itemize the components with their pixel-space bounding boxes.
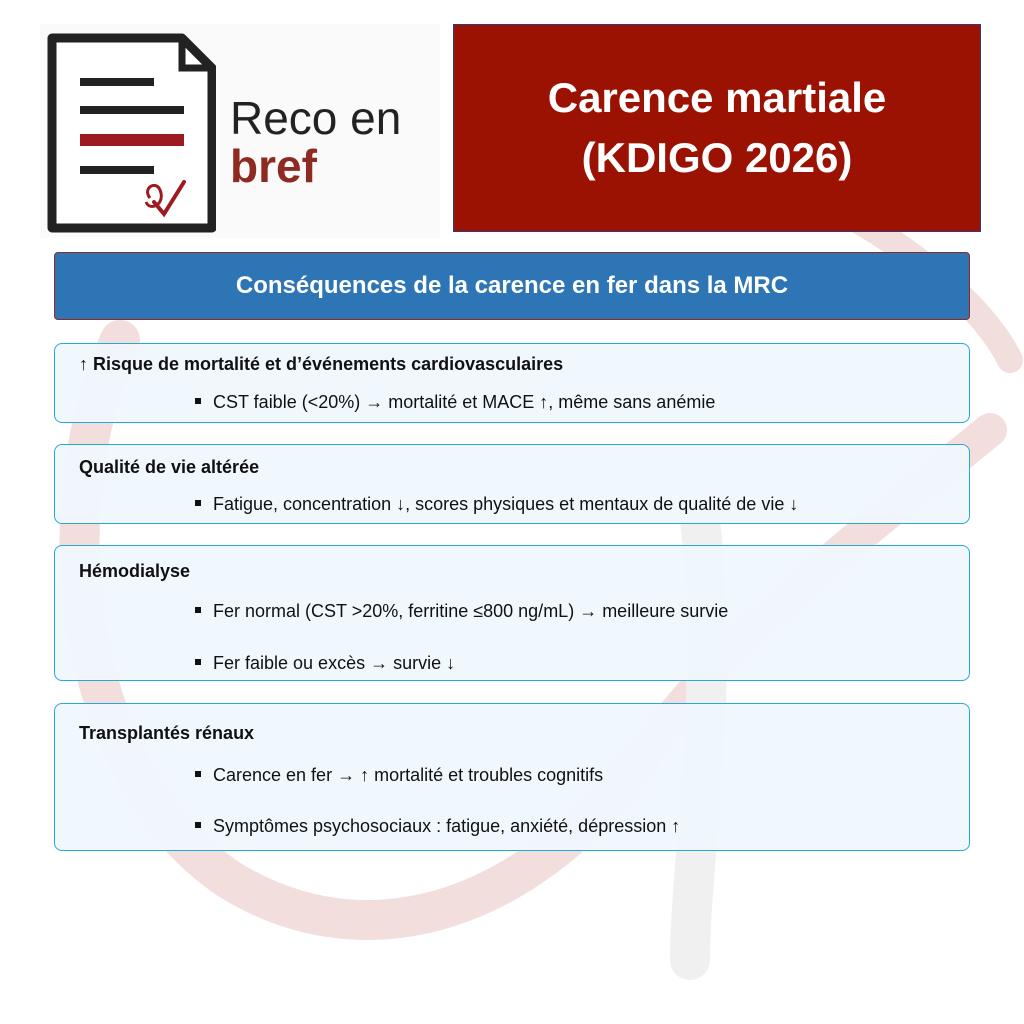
card-mortality-risk: [54, 343, 970, 423]
title-line1: Carence martiale: [547, 74, 887, 121]
card-kidney-transplant: [54, 703, 970, 851]
card-title: Hémodialyse: [79, 561, 191, 581]
page-title: [453, 24, 981, 232]
bullet-item: Fatigue, concentration ↓, scores physiques et mentaux de qualité de vie ↓: [195, 494, 798, 515]
bullet-item: Symptômes psychosociaux : fatigue, anxiété, dépression ↑: [195, 816, 680, 837]
section-header: Conséquences de la carence en fer dans la MRC: [54, 252, 970, 320]
card-quality-of-life: [54, 444, 970, 524]
logo-text-line1: Reco en: [230, 92, 402, 144]
card-hemodialysis: [54, 545, 970, 681]
card-title: ↑ Risque de mortalité et d’événements cardiovasculaires: [79, 354, 564, 374]
bullet-item: Carence en fer → ↑ mortalité et troubles cognitifs: [195, 765, 603, 786]
card-title: Transplantés rénaux: [79, 723, 255, 743]
title-line2: (KDIGO 2026): [581, 134, 853, 181]
bullet-item: Fer normal (CST >20%, ferritine ≤800 ng/mL) → meilleure survie: [195, 601, 728, 622]
brand-logo: [40, 24, 440, 238]
bullet-item: CST faible (<20%) → mortalité et MACE ↑, même sans anémie: [195, 392, 715, 413]
logo-text-line2: bref: [230, 140, 317, 192]
card-title: Qualité de vie altérée: [79, 457, 260, 477]
document-check-icon: [46, 30, 216, 236]
bullet-item: Fer faible ou excès → survie ↓: [195, 653, 455, 674]
